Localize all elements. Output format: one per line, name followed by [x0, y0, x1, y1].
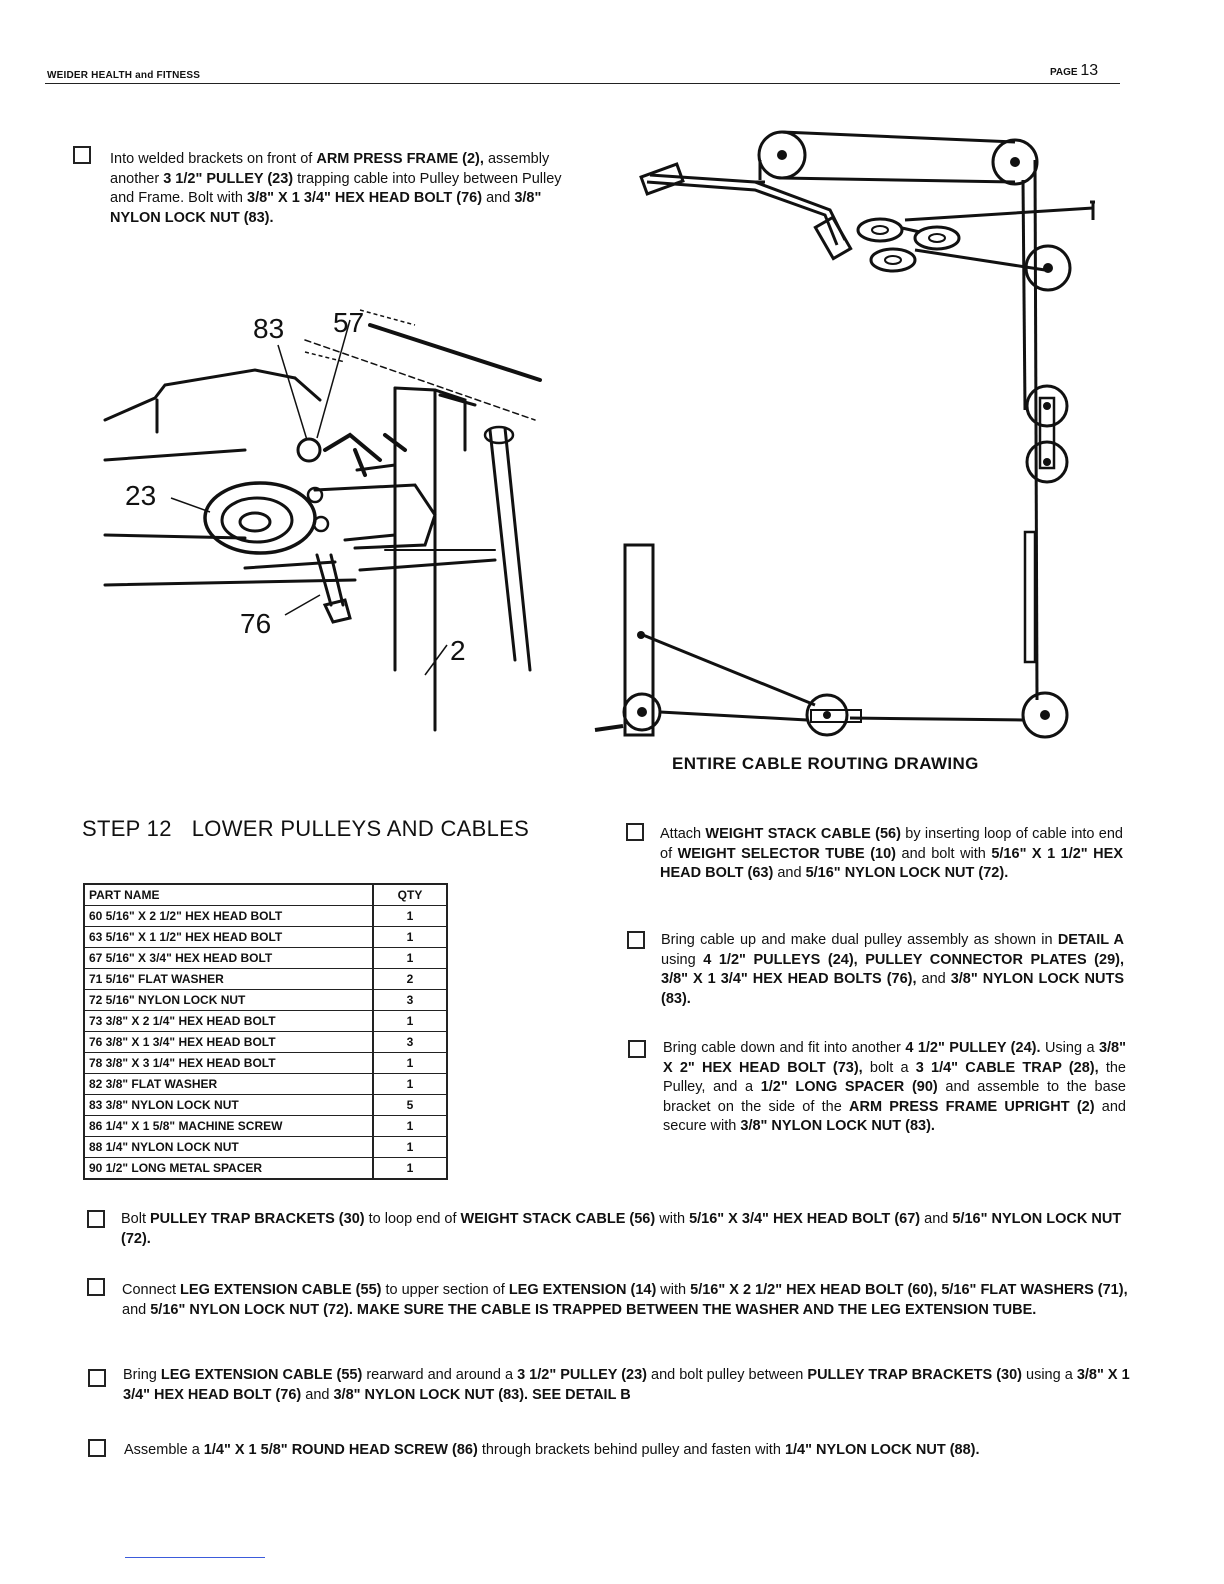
routing-caption: ENTIRE CABLE ROUTING DRAWING: [672, 754, 979, 773]
callout-83: 83: [253, 313, 285, 344]
table-header-row: [84, 884, 447, 906]
table-row: 78 3/8" X 3 1/4" HEX HEAD BOLT 1: [84, 1053, 447, 1074]
right-checkbox-1[interactable]: [626, 823, 644, 841]
publisher-header: WEIDER HEALTH and FITNESS: [47, 70, 201, 81]
right-instruction-2: Bring cable up and make dual pulley assembly as shown in DETAIL A using 4 1/2" PULLEYS (24), PULLEY CONNECTOR PLATES (29), 3/8" X 1 3/4" HEX HEAD BOLTS (76), and 3/8" NYLON LOCK NUTS (83).: [661, 932, 1125, 1007]
header-rule: [45, 83, 1120, 84]
bottom-checkbox-1[interactable]: [87, 1210, 105, 1228]
table-row: 86 1/4" X 1 5/8" MACHINE SCREW 1: [84, 1116, 447, 1137]
table-row: 72 5/16" NYLON LOCK NUT 3: [84, 990, 447, 1011]
callout-57: 57: [333, 307, 365, 338]
bottom-instruction-3: Bring LEG EXTENSION CABLE (55) rearward and around a 3 1/2" PULLEY (23) and bolt pulley between PULLEY TRAP BRACKETS (30) using a 3/8" X 1 3/4" HEX HEAD BOLT (76) and 3/8" NYLON LOCK NUT (83). SEE DETAIL B: [123, 1367, 1130, 1403]
right-checkbox-2[interactable]: [627, 931, 645, 949]
parts-table: [83, 883, 448, 1180]
callout-76: 76: [240, 608, 272, 639]
table-row: 71 5/16" FLAT WASHER 2: [84, 969, 447, 990]
bottom-instruction-4: Assemble a 1/4" X 1 5/8" ROUND HEAD SCREW (86) through brackets behind pulley and fasten with 1/4" NYLON LOCK NUT (88).: [124, 1442, 980, 1458]
right-instruction-3: Bring cable down and fit into another 4 1/2" PULLEY (24). Using a 3/8" X 2" HEX HEAD BOLT (73), bolt a 3 1/4" CABLE TRAP (28), the Pulley, and a 1/2" LONG SPACER (90) and assemble to the base bracket on the side of the ARM PRESS FRAME UPRIGHT (2) and secure with 3/8" NYLON LOCK NUT (83).: [663, 1040, 1127, 1134]
page-number: 13: [1080, 62, 1099, 79]
footer-rule: [125, 1557, 265, 1558]
table-row: 82 3/8" FLAT WASHER 1: [84, 1074, 447, 1095]
bottom-checkbox-4[interactable]: [88, 1439, 106, 1457]
table-row: 60 5/16" X 2 1/2" HEX HEAD BOLT 1: [84, 906, 447, 927]
callout-23: 23: [125, 480, 157, 511]
intro-checkbox[interactable]: [73, 146, 91, 164]
header-part-name: PART NAME: [84, 884, 373, 906]
table-row: 73 3/8" X 2 1/4" HEX HEAD BOLT 1: [84, 1011, 447, 1032]
right-instruction-1: Attach WEIGHT STACK CABLE (56) by inserting loop of cable into end of WEIGHT SELECTOR TUBE (10) and bolt with 5/16" X 1 1/2" HEX HEAD BOLT (63) and 5/16" NYLON LOCK NUT (72).: [660, 826, 1123, 881]
pulley-detail-drawing: [95, 300, 555, 740]
step-number: STEP 12: [82, 816, 172, 841]
table-row: 76 3/8" X 1 3/4" HEX HEAD BOLT 3: [84, 1032, 447, 1053]
step-title: LOWER PULLEYS AND CABLES: [191, 816, 530, 841]
table-row: 88 1/4" NYLON LOCK NUT 1: [84, 1137, 447, 1158]
bottom-instruction-1: Bolt PULLEY TRAP BRACKETS (30) to loop end of WEIGHT STACK CABLE (56) with 5/16" X 3/4" HEX HEAD BOLT (67) and 5/16" NYLON LOCK NUT (72).: [121, 1211, 1122, 1247]
page-number-label: [1050, 62, 1098, 80]
table-row: 90 1/2" LONG METAL SPACER 1: [84, 1158, 447, 1180]
step-heading: [82, 816, 529, 842]
header-qty: QTY: [373, 884, 447, 906]
page-label: PAGE: [1050, 67, 1078, 78]
table-row: 63 5/16" X 1 1/2" HEX HEAD BOLT 1: [84, 927, 447, 948]
bottom-checkbox-3[interactable]: [88, 1369, 106, 1387]
cable-routing-drawing: [575, 120, 1095, 750]
table-row: 83 3/8" NYLON LOCK NUT 5: [84, 1095, 447, 1116]
intro-instruction: Into welded brackets on front of ARM PRESS FRAME (2), assembly another 3 1/2" PULLEY (23) trapping cable into Pulley between Pulley and Frame. Bolt with 3/8" X 1 3/4" HEX HEAD BOLT (76) and 3/8" NYLON LOCK NUT (83).: [110, 151, 562, 226]
bottom-checkbox-2[interactable]: [87, 1278, 105, 1296]
table-row: 67 5/16" X 3/4" HEX HEAD BOLT 1: [84, 948, 447, 969]
bottom-instruction-2: Connect LEG EXTENSION CABLE (55) to upper section of LEG EXTENSION (14) with 5/16" X 2 1/2" HEX HEAD BOLT (60), 5/16" FLAT WASHERS (71), and 5/16" NYLON LOCK NUT (72). MAKE SURE THE CABLE IS TRAPPED BETWEEN THE WASHER AND THE LEG EXTENSION TUBE.: [122, 1282, 1128, 1318]
right-checkbox-3[interactable]: [628, 1040, 646, 1058]
callout-2: 2: [450, 635, 466, 666]
